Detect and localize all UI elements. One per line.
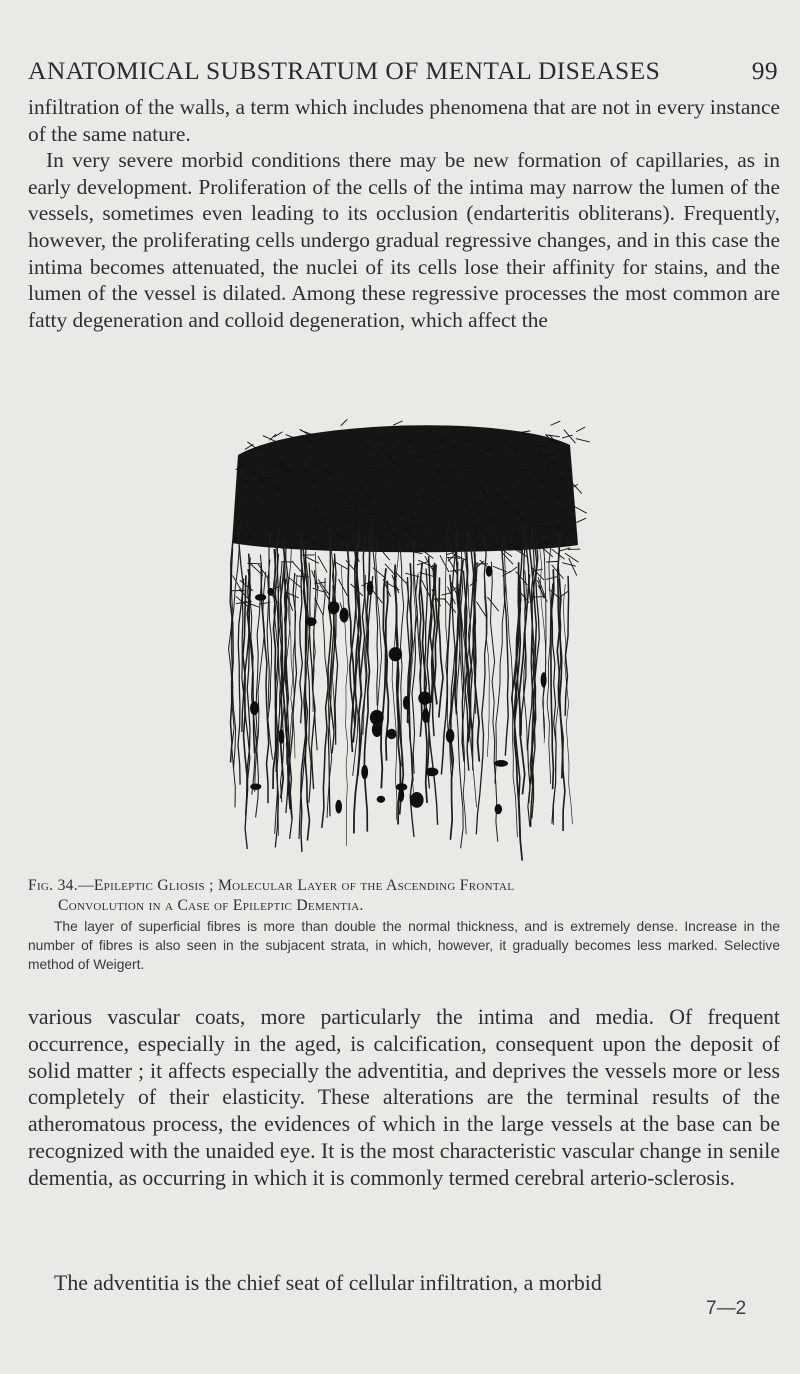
paragraph-last: The adventitia is the chief seat of cellular infiltration, a morbid [54,1271,602,1295]
running-header [28,56,778,86]
figure-title-line-2: Convolution in a Case of Epileptic Dementia. [58,897,364,914]
paragraph-text-2: In very severe morbid conditions there may be new formation of capillaries, as in early development. Proliferation of the cells of the intima may narrow the lumen of the vessels, sometimes even leading to its occlusion (endarteritis obliterans). Frequently, however, the proliferating cells undergo gradual regressive changes, and in this case the intima becomes attenuated, the nuclei of its cells lose their affinity for stains, and the lumen of the vessel is dilated. Among these regressive processes the most common are fatty degeneration and colloid degeneration, which affect the [28,148,780,332]
paragraph-main: various vascular coats, more particularly the intima and media. Of frequent occurrence, especially in the aged, is calcification, consequent upon the deposit of solid matter ; it affects especially the adventitia, and deprives the vessels more or less completely of their elasticity. These alterations are the terminal results of the atheromatous process, the evidences of which in the large vessels at the base can be recognized with the unaided eye. It is the most characteristic vascular change in senile dementia, as occurring in which it is commonly termed cerebral arterio-sclerosis. [28,1005,780,1190]
figure-title [28,876,780,916]
figure-caption: The layer of superficial fibres is more than double the normal thickness, and is extremely dense. Increase in the number of fibres is also seen in the subjacent strata, in which, however, it gradually becomes less marked. Selective method of Weigert. [28,919,780,972]
paragraph-continued [28,94,780,333]
page-number: 99 [751,56,778,85]
signature-mark: 7—2 [706,1298,747,1319]
figure-title-line-1: Fig. 34.—Epileptic Gliosis ; Molecular Layer of the Ascending Frontal [28,877,515,894]
paragraph-text-1: infiltration of the walls, a term which includes phenomena that are not in every instance of the same nature. [28,95,780,146]
histology-figure [218,415,590,867]
running-title: ANATOMICAL SUBSTRATUM OF MENTAL DISEASES [28,56,661,85]
